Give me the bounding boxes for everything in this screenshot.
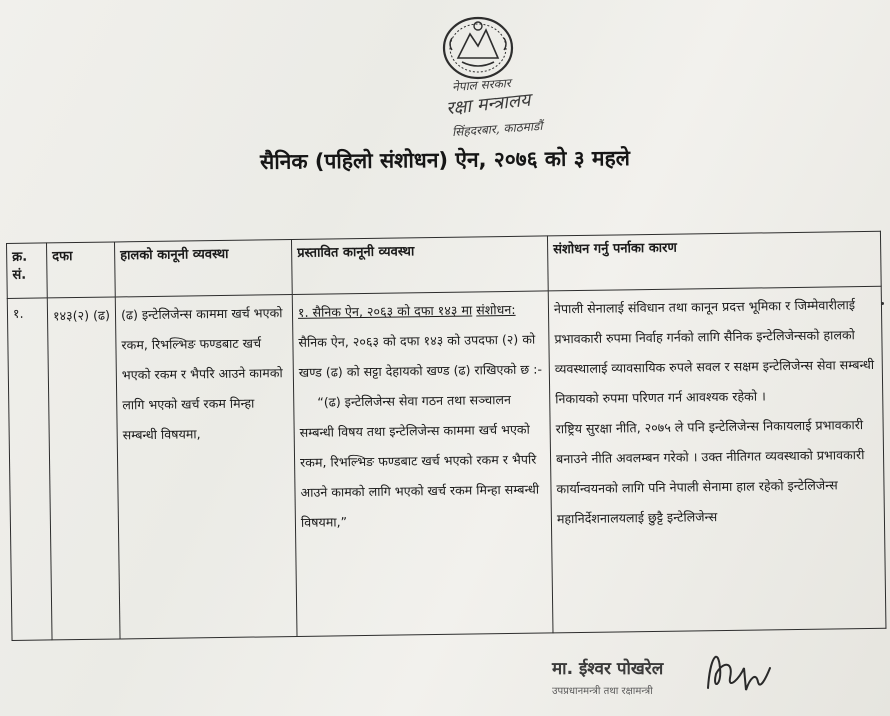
handwritten-signature-icon: [700, 638, 780, 698]
stamp-line-address: सिंहदरबार, काठमाडौं: [451, 118, 543, 140]
cell-proposed-provision: [292, 291, 553, 637]
signatory-name: मा. ईश्वर पोखरेल: [552, 659, 664, 679]
cell-reason: [548, 286, 886, 633]
column-header-current: हालको कानूनी व्यवस्था: [114, 240, 292, 297]
document-title: सैनिक (पहिलो संशोधन) ऐन, २०७६ को ३ महले: [259, 146, 631, 174]
reason-paragraph-2: राष्ट्रिय सुरक्षा नीति, २०७५ ले पनि इन्टेलिजेन्स निकायलाई प्रभावकारी बनाउने नीति अवलम्बन गरेको । उक्त नीतिगत व्यवस्थाको प्रभावकारी कार्यान्वयनको लागि पनि नेपाली सेनामा हाल रहेको इन्टेलिजेन्स महानिर्देशनालयलाई छुट्टै इन्टेलिजेन्स: [555, 417, 865, 527]
column-header-serial: क्र. सं.: [7, 243, 48, 299]
column-header-proposed: प्रस्तावित कानूनी व्यवस्था: [291, 236, 548, 295]
cell-current-provision: (ढ) इन्टेलिजेन्स काममा खर्च भएको रकम, रिभल्भिङ फण्डबाट खर्च भएको रकम र भैपरि आउने कामको लागि भएको खर्च रकम मिन्हा सम्बन्धी विषयमा,: [115, 295, 297, 639]
national-emblem-icon: [438, 12, 518, 84]
reason-paragraph-1: नेपाली सेनालाई संविधान तथा कानून प्रदत्त भूमिका र जिम्मेवारीलाई प्रभावकारी रुपमा निर्वाह गर्नको लागि सैनिक इन्टेलिजेन्सको हालको व्यवस्थालाई व्यावसायिक रुपले सवल र सक्षम इन्टेलिजेन्स सेवा सम्बन्धी निकायको रुपमा परिणत गर्न आवश्यक रहेको ।: [553, 297, 875, 407]
proposed-heading: १. सैनिक ऐन, २०६३ को दफा १४३ मा: [297, 302, 473, 320]
cell-section: १४३(२) (ढ): [47, 297, 120, 640]
table-row: [7, 286, 886, 640]
proposed-quote: “(ढ) इन्टेलिजेन्स सेवा गठन तथा सञ्चालन सम्बन्धी विषय तथा इन्टेलिजेन्स काममा खर्च भएको रकम, रिभल्भिङ फण्डबाट खर्च भएको रकम र भैपरि आउने कामको लागि भएको खर्च रकम मिन्हा सम्बन्धी विषयमा,”: [299, 391, 540, 530]
signatory-designation: उपप्रधानमन्त्री तथा रक्षामन्त्री: [552, 686, 653, 697]
column-header-section: दफा: [47, 242, 116, 298]
proposed-intro: [298, 295, 544, 388]
cell-serial: १.: [7, 298, 52, 641]
proposed-body: सैनिक ऐन, २०६३ को दफा १४३ को उपदफा (२) को खण्ड (ढ) को सट्टा देहायको खण्ड (ढ) राखिएको छ :-: [298, 331, 543, 380]
column-header-reason: संशोधन गर्नु पर्नाका कारण: [547, 231, 881, 291]
amendment-table: [6, 231, 886, 641]
proposed-label: संशोधन:: [476, 301, 516, 318]
ink-dot: [881, 302, 884, 305]
stamp-line-government: नेपाल सरकार: [451, 75, 512, 95]
stamp-line-ministry: रक्षा मन्त्रालय: [445, 89, 532, 120]
